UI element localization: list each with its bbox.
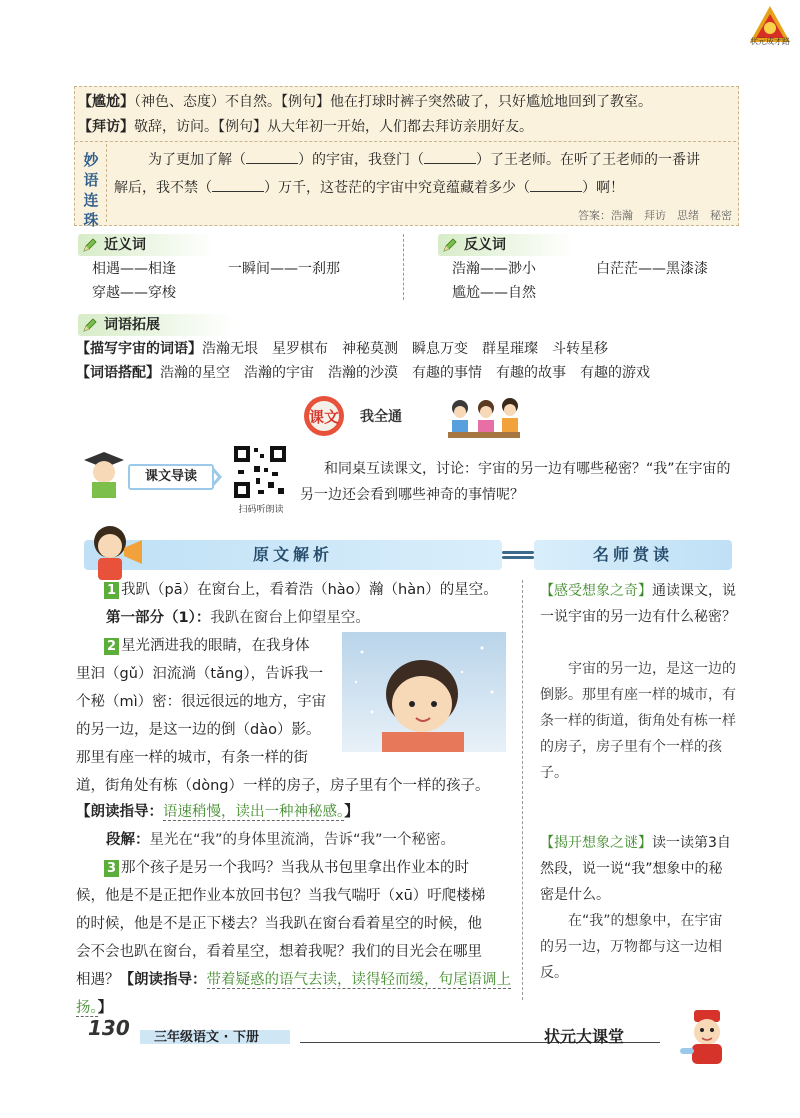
vocab-definition: 敬辞，访问。【例句】从大年初一开始，人们都去拜访亲朋好友。 [134,119,533,135]
banner-circle-text: 课文 [308,408,339,426]
paragraph-3-line: 候，他是不是正把作业本放回书包？当我气喘吁（xū）吁爬楼梯 [76,888,486,904]
vocab-tag: 【尴尬】 [78,94,134,110]
paragraph-3-line: 的时候，他是不是正下楼去？当我趴在窗台看着星空的时候，他 [76,916,482,932]
boy-illustration [342,632,506,752]
divider [522,580,523,1000]
paragraph-2-line: 的另一边，是这一边的倒（dào）影。 [76,722,321,738]
divider [403,234,404,300]
paragraph-2: 2 星光洒进我的眼睛，在我身体 [76,632,338,660]
antonyms-heading: 反义词 [438,234,574,256]
brand-logo-text: 状元成才路 [750,37,790,46]
synonyms-row: 穿越——穿梭 [92,285,176,301]
vocab-baifang [78,117,738,137]
paragraph-number: 3 [104,860,119,877]
mascot-icon [676,1008,738,1068]
synonyms-heading: 近义词 [78,234,214,256]
fill-blank[interactable] [530,177,582,192]
vocab-definition: （神色、态度）不自然。【例句】他在打球时裤子突然破了，只好尴尬地回到了教室。 [134,94,652,110]
fill-blank[interactable] [424,149,476,164]
part-summary: 第一部分（1）：我趴在窗台上仰望星空。 [106,610,370,626]
girl-megaphone-icon [86,520,146,584]
qr-code-icon[interactable] [232,444,288,500]
pencil-icon [82,317,98,333]
miaoyu-label: 妙 语 连 珠 [83,151,99,229]
divider [106,144,107,222]
paragraph-2-line: 道，街角处有栋（dòng）一样的房子，房子里有个一样的孩子。 [76,778,490,794]
vocab-tag: 【拜访】 [78,119,134,135]
reading-guide-label: 课文导读 [128,464,214,490]
paragraph-1: 1 我趴（pā）在窗台上，看着浩（hào）瀚（hàn）的星空。 [76,576,516,604]
paragraph-number: 1 [104,582,119,599]
paragraph-3: 3 那个孩子是另一个我吗？当我从书包里拿出作业本的时 [76,854,516,882]
paragraph-2-line: 个秘（mì）密：很远很远的地方，宇宙 [76,694,327,710]
reading-guide-text: 和同桌互读课文，讨论：宇宙的另一边有哪些秘密？“我”在宇宙的另一边还会看到哪些神奇的事情呢？ [300,461,731,503]
vocab-ganga [78,92,738,112]
paragraph-2-line: 那里有座一样的城市，有条一样的街 [76,750,308,766]
paragraph-3-line: 会不会也趴在窗台，看着星空，想着我呢？我们的目光会在哪里 [76,944,482,960]
side-question-1: 【感受想象之奇】通读课文，说一说宇宙的另一边有什么秘密？ [540,583,736,625]
fill-blank[interactable] [246,149,298,164]
side-answer-2: 在“我”的想象中，在宇宙的另一边，万物都与这一边相反。 [540,913,723,981]
banner-title: 我全通 [360,409,402,425]
antonyms-row: 尴尬——自然 [452,285,536,301]
teacher-reading-bar: 名师赏读 [534,540,732,570]
pencil-icon [82,237,98,253]
page-number: 130 [88,1016,130,1040]
paragraph-3-end: 相遇？【朗读指导：带着疑惑的语气去读，读得轻而缓，句尾语调上扬。】 [76,972,511,1016]
original-analysis-bar: 原文解析 [84,540,502,570]
side-answer-1: 宇宙的另一边，是这一边的倒影。那里有座一样的城市，有条一样的街道，街角处有栋一样的房子，房子里有个一样的孩子。 [540,661,736,781]
pencil-icon [442,237,458,253]
side-question-2: 【揭开想象之谜】读一读第3自然段，说一说“我”想象中的秘密是什么。 [540,835,731,903]
answer-key: 答案：浩瀚 拜访 思绪 秘密 [578,209,732,222]
fill-in-exercise: 为了更加了解（ ）的宇宙，我登门（ ）了王老师。在听了王老师的一番讲 [114,146,734,174]
paragraph-explanation: 段解：星光在“我”的身体里流淌，告诉“我”一个秘密。 [106,832,456,848]
synonyms-row: 相遇——相逢 一瞬间——一刹那 [92,261,340,277]
extension-line: 【词语搭配】浩瀚的星空 浩瀚的宇宙 浩瀚的沙漠 有趣的事情 有趣的故事 有趣的游戏 [76,365,650,381]
paragraph-2-line: 里汩（gǔ）汩流淌（tǎng），告诉我一 [76,666,324,682]
book-title: 三年级语文 · 下册 [154,1030,259,1045]
fill-in-exercise-line2: 解后，我不禁（ ）万千，这苍茫的宇宙中究竟蕴藏着多少（ ）啊！ [114,174,734,202]
reading-guide-1: 【朗读指导：语速稍慢，读出一种神秘感。】 [76,804,359,820]
qr-caption: 扫码听朗读 [238,505,284,515]
link-connector-icon [500,546,536,564]
fill-blank[interactable] [212,177,264,192]
divider [75,141,736,142]
antonyms-row: 浩瀚——渺小 白茫茫——黑漆漆 [452,261,708,277]
extension-heading: 词语拓展 [78,314,234,336]
paragraph-number: 2 [104,638,119,655]
extension-line: 【描写宇宙的词语】浩瀚无垠 星罗棋布 神秘莫测 瞬息万变 群星璀璨 斗转星移 [76,341,608,357]
series-title: 状元大课堂 [544,1027,625,1046]
